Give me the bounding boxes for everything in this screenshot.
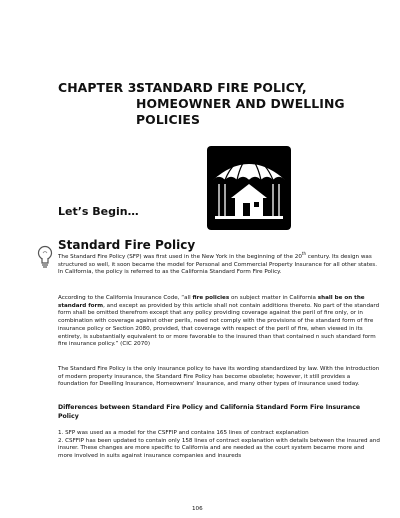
house-umbrella-icon bbox=[207, 146, 291, 230]
intro-text-cont: century. Its design was structured so well, it soon became the model for Personal and Commercial Property Insurance for all other states. In California, the policy is referred to as the California Standard Form Fire Policy. bbox=[58, 254, 377, 276]
lightbulb-icon bbox=[36, 244, 54, 270]
differences-list bbox=[58, 430, 380, 461]
page-number: 106 bbox=[192, 506, 203, 512]
section-title: Standard Fire Policy bbox=[58, 238, 196, 252]
chapter-heading bbox=[58, 80, 358, 128]
chapter-number: CHAPTER 3: bbox=[58, 80, 142, 95]
quote-bold-text: fire policies bbox=[192, 295, 230, 301]
chapter-title-line: STANDARD FIRE POLICY, bbox=[136, 80, 307, 95]
intro-paragraph bbox=[58, 251, 380, 277]
intro-text: The Standard Fire Policy (SFP) was first used in the New York in the beginning of the 20 bbox=[58, 254, 302, 260]
lets-begin-heading: Let’s Begin… bbox=[58, 205, 139, 218]
list-item: 1. SFP was used as a model for the CSFFIP and contains 165 lines of contract explanation bbox=[58, 430, 309, 436]
code-quote-paragraph bbox=[58, 295, 380, 349]
differences-heading: Differences between Standard Fire Policy and California Standard Form Fire Insurance Policy bbox=[58, 404, 361, 420]
chapter-title-line: POLICIES bbox=[136, 112, 201, 127]
chapter-title-line: HOMEOWNER AND DWELLING bbox=[136, 96, 345, 111]
quote-text: on subject matter in California bbox=[229, 295, 318, 301]
obsolete-paragraph: The Standard Fire Policy is the only insurance policy to have its wording standardized by law. With the introduction of modern property insurance, the Standard Fire Policy has become obsolete; however, it still provides a foundation for Dwelling Insurance, Homeowners' Insurance, and many other types of insurance used today. bbox=[58, 366, 380, 388]
quote-bold-text: shall be on the standard form bbox=[58, 295, 365, 309]
list-item: 2. CSFFIP has been updated to contain only 158 lines of contract explanation with details between the insured and insurer. These changes are more specific to California and are needed as the court system became more and more involved in suits against insurance companies and insureds bbox=[58, 437, 380, 460]
quote-text: , and except as provided by this article shall not contain additions thereto. No part of the standard form shall be omitted therefrom except that any policy providing coverage against the peril of fire only, or in combination with coverage against other perils, need not comply with the provisions of the standard form of fire insurance policy or Section 2080, provided, that coverage with respect of the peril of fire, when viewed in its entirety, is substantially equivalent to or more favorable to the insured than that contained n such standard form fire insurance policy.” (CIC 2070) bbox=[58, 302, 380, 348]
intro-superscript: th bbox=[301, 251, 306, 256]
quote-text: According to the California Insurance Code, “all bbox=[58, 295, 193, 301]
